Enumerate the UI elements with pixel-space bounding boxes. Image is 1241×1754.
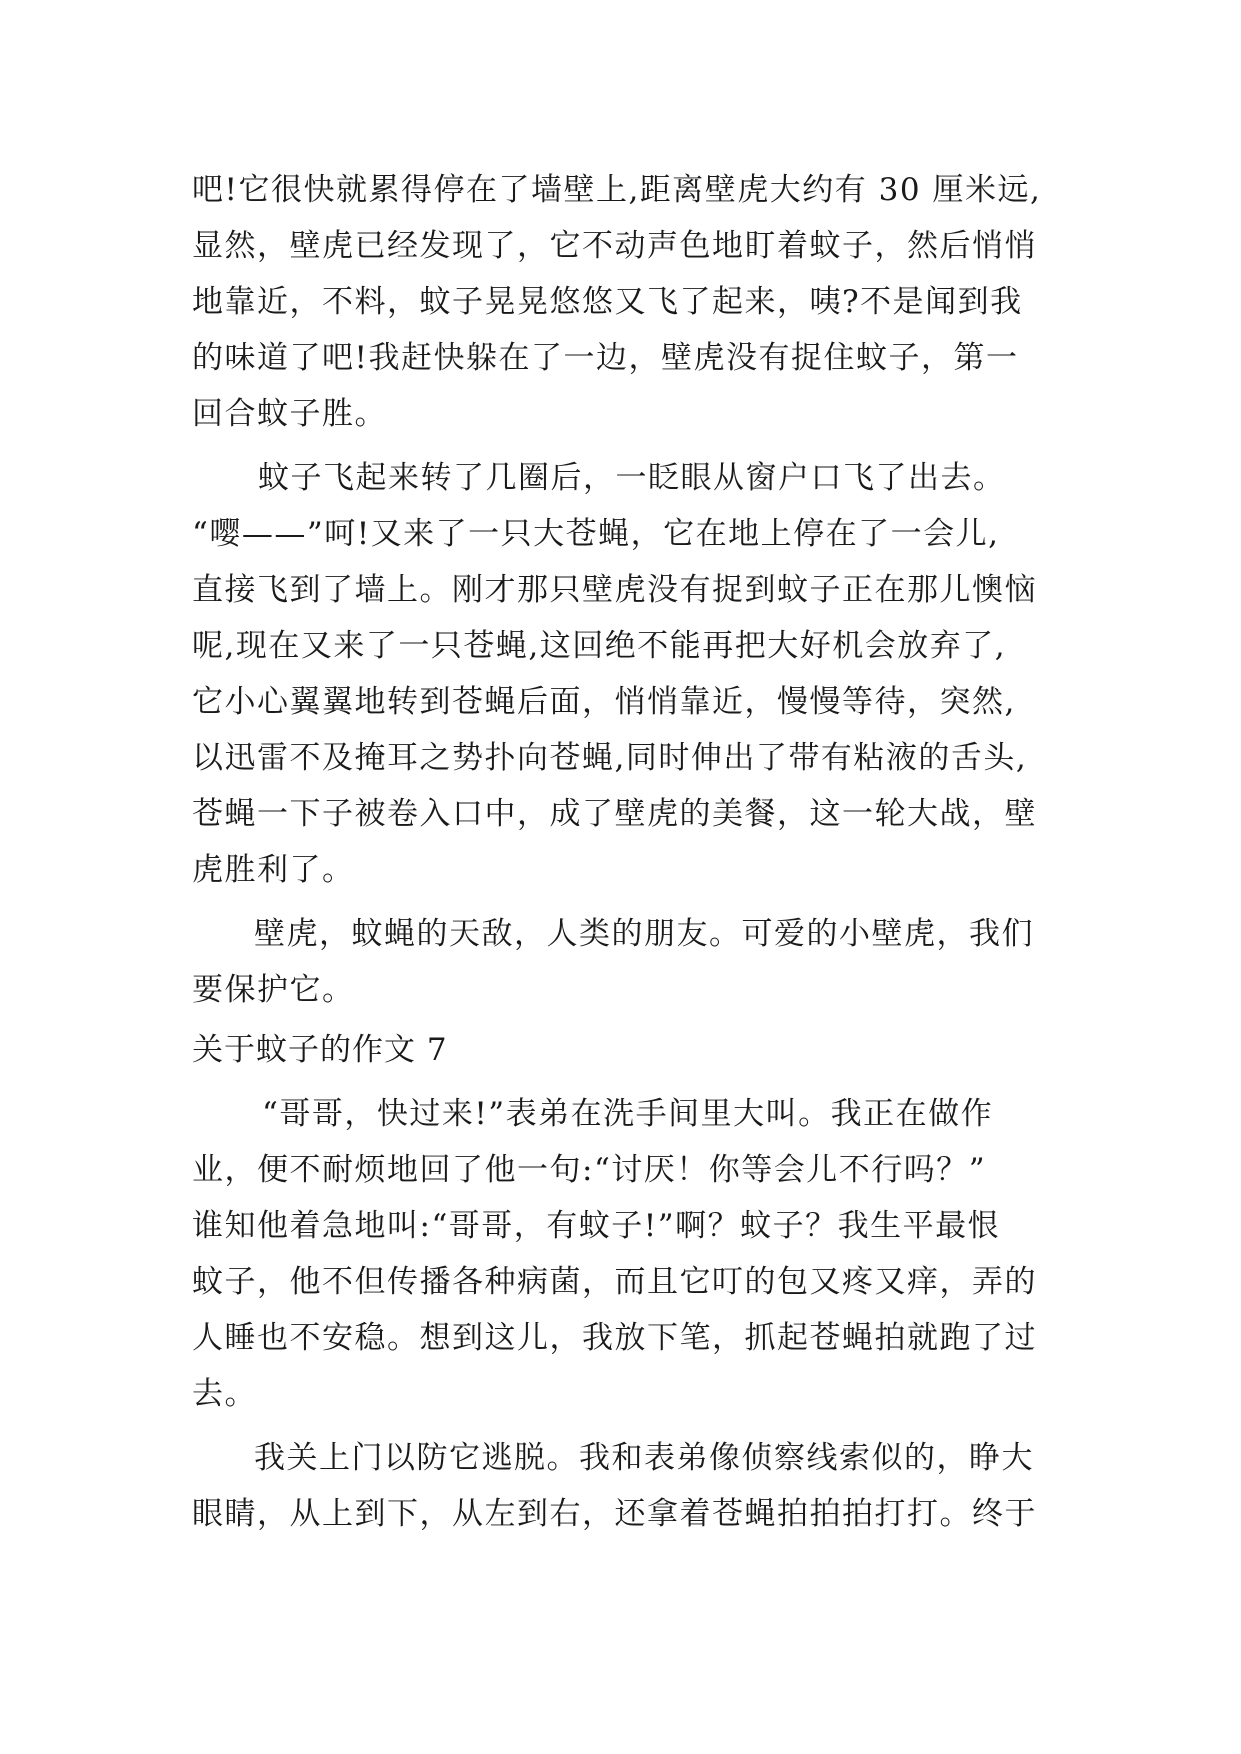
text-line: 业，便不耐烦地回了他一句:“讨厌！你等会儿不行吗？” [192, 1152, 987, 1188]
text-line: 直接飞到了墙上。刚才那只壁虎没有捉到蚊子正在那儿懊恼 [192, 572, 1037, 608]
text-line: 谁知他着急地叫:“哥哥，有蚊子!”啊？蚊子？我生平最恨 [192, 1208, 1001, 1244]
paragraph-first-line: 蚊子飞起来转了几圈后，一眨眼从窗户口飞了出去。 [258, 460, 1006, 496]
text-line: 要保护它。 [192, 972, 355, 1008]
text-line: 眼睛，从上到下，从左到右，还拿着苍蝇拍拍拍打打。终于 [192, 1496, 1037, 1532]
text-line: 虎胜利了。 [192, 852, 355, 888]
text-line: 去。 [192, 1376, 257, 1412]
text-line: “嘤——”呵!又来了一只大苍蝇，它在地上停在了一会儿, [192, 516, 1000, 552]
text-line: 它小心翼翼地转到苍蝇后面，悄悄靠近，慢慢等待，突然, [192, 684, 1016, 720]
text-line: 显然，壁虎已经发现了，它不动声色地盯着蚊子，然后悄悄 [192, 228, 1037, 264]
paragraph-first-line: 壁虎，蚊蝇的天敌，人类的朋友。可爱的小壁虎，我们 [254, 916, 1034, 952]
text-line: 回合蚊子胜。 [192, 396, 387, 432]
section-heading: 关于蚊子的作文 7 [192, 1032, 448, 1068]
text-line: 呢,现在又来了一只苍蝇,这回绝不能再把大好机会放弃了, [192, 628, 1007, 664]
text-line: 以迅雷不及掩耳之势扑向苍蝇,同时伸出了带有粘液的舌头, [192, 740, 1028, 776]
text-line: 吧!它很快就累得停在了墙壁上,距离壁虎大约有 30 厘米远, [192, 172, 1042, 208]
text-line: 人睡也不安稳。想到这儿，我放下笔，抓起苍蝇拍就跑了过 [192, 1320, 1037, 1356]
text-line: 蚊子，他不但传播各种病菌，而且它叮的包又疼又痒，弄的 [192, 1264, 1037, 1300]
paragraph-first-line: 我关上门以防它逃脱。我和表弟像侦察线索似的，睁大 [254, 1440, 1034, 1476]
text-line: 苍蝇一下子被卷入口中，成了壁虎的美餐，这一轮大战，壁 [192, 796, 1037, 832]
text-line: 的味道了吧!我赶快躲在了一边，壁虎没有捉住蚊子，第一 [192, 340, 1019, 376]
paragraph-first-line: “哥哥，快过来!”表弟在洗手间里大叫。我正在做作 [262, 1096, 994, 1132]
text-line: 地靠近，不料，蚊子晃晃悠悠又飞了起来，咦?不是闻到我 [192, 284, 1023, 320]
